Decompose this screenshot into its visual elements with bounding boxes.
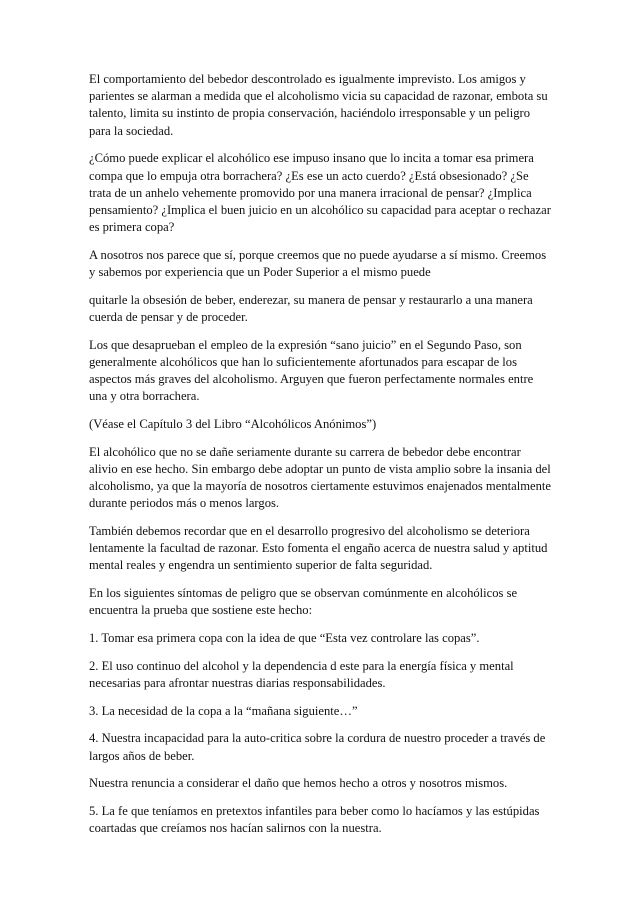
list-item-5: 5. La fe que teníamos en pretextos infantiles para beber como lo hacíamos y las estúpidas coartadas que creíamos nos hacían salirnos con la nuestra. — [89, 803, 540, 836]
paragraph-symptoms-intro: En los siguientes síntomas de peligro que se observan comúnmente en alcohólicos se encuentra la prueba que sostiene este hecho: — [89, 586, 518, 618]
paragraph-progressive: También debemos recordar que en el desarrollo progresivo del alcoholismo se deteriora lentamente la facultad de razonar. Esto fomenta el engaño acerca de nuestra salud y aptitud mental reales y engendra un sentimiento superior de falta seguridad. — [89, 523, 548, 573]
paragraph-questions: ¿Cómo puede explicar el alcohólico ese impuso insano que lo incita a tomar esa primera compa que lo empuja otra borrachera? ¿Es ese un acto cuerdo? ¿Está obsesionado? ¿Se trata de un anhelo vehemente promovido por una manera irracional de pensar? ¿Implica pensamiento? ¿Implica el buen juicio en un alcohólico su capacidad para aceptar o rechazar es primera copa? — [89, 151, 551, 235]
paragraph-behavior: El comportamiento del bebedor descontrolado es igualmente imprevisto. Los amigos y parientes se alarman a medida que el alcoholismo vicia su capacidad de razonar, embota su talento, limita su instinto de propia conservación, haciéndolo irresponsable y un peligro para la sociedad. — [89, 72, 548, 138]
list-item-4: 4. Nuestra incapacidad para la auto-critica sobre la cordura de nuestro proceder a través de largos años de beber. — [89, 731, 546, 763]
document-page — [89, 71, 551, 848]
list-item-2: 2. El uso continuo del alcohol y la dependencia d este para la energía física y mental necesarias para afrontar nuestras diarias responsabilidades. — [89, 658, 514, 690]
paragraph-obsession: quitarle la obsesión de beber, enderezar, su manera de pensar y restaurarlo a una manera cuerda de pensar y de proceder. — [89, 292, 533, 324]
list-item-1: 1. Tomar esa primera copa con la idea de que “Esta vez controlare las copas”. — [89, 630, 480, 645]
paragraph-reference: (Véase el Capítulo 3 del Libro “Alcohólicos Anónimos”) — [89, 416, 377, 431]
paragraph-higher-power: A nosotros nos parece que sí, porque creemos que no puede ayudarse a sí mismo. Creemos y sabemos por experiencia que un Poder Superior a el mismo puede — [89, 247, 547, 280]
paragraph-insanity: El alcohólico que no se dañe seriamente durante su carrera de bebedor debe encontrar alivio en ese hecho. Sin embargo debe adoptar un punto de vista amplio sobre la insania del alcoholismo, ya que la mayoría de nosotros ciertamente estuvimos enajenados mentalmente durante periodos más o menos largos. — [89, 444, 551, 511]
paragraph-renunciation: Nuestra renuncia a considerar el daño que hemos hecho a otros y nosotros mismos. — [89, 776, 508, 791]
paragraph-sane-judgment: Los que desaprueban el empleo de la expresión “sano juicio” en el Segundo Paso, son generalmente alcohólicos que han lo suficientemente afortunados para escapar de los aspectos más graves del alcoholismo. Arguyen que fueron perfectamente normales entre una y otra borrachera. — [89, 337, 534, 404]
list-item-3: 3. La necesidad de la copa a la “mañana siguiente…” — [89, 703, 358, 718]
